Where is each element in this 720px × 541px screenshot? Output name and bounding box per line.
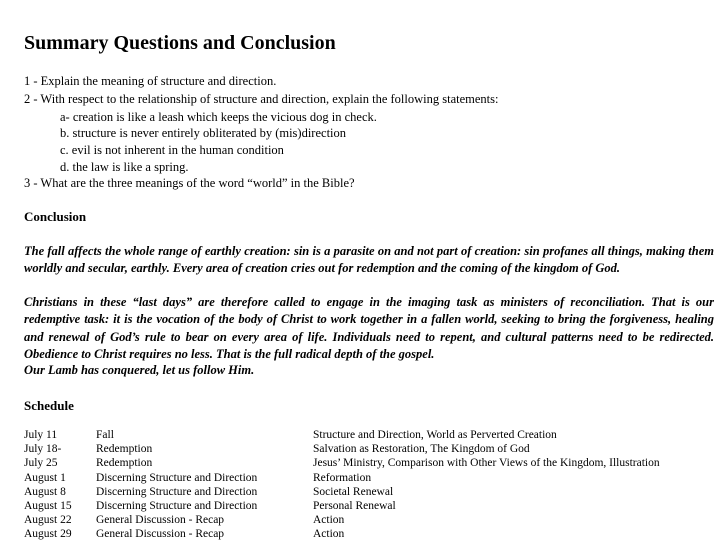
schedule-topic: Fall bbox=[96, 429, 114, 441]
question-3: 3 - What are the three meanings of the word “world” in the Bible? bbox=[24, 176, 355, 190]
conclusion-paragraph-2: Christians in these “last days” are therefore called to engage in the imaging task as ministers of reconciliation. That is our redemptive task: it is the vocation of the body of Christ to work together in a fallen world, seeking to bring the forgiveness, healing and renewal of God’s rule to bear on every area of life. Individuals need to repent, and cultural patterns need to be redirected. Obedience to Christ requires no less. That is the full radical depth of the gospel. bbox=[24, 295, 714, 361]
schedule-detail: Action bbox=[313, 514, 345, 526]
schedule-topic: Redemption bbox=[96, 443, 153, 455]
schedule-detail: Structure and Direction, World as Perverted Creation bbox=[313, 429, 557, 441]
conclusion-heading: Conclusion bbox=[24, 209, 87, 224]
question-2-item-c: c. evil is not inherent in the human condition bbox=[60, 143, 284, 157]
question-2-item-b: b. structure is never entirely obliterated by (mis)direction bbox=[60, 126, 347, 140]
schedule-detail: Reformation bbox=[313, 472, 372, 484]
schedule-date: August 15 bbox=[24, 500, 72, 512]
schedule-heading: Schedule bbox=[24, 398, 74, 413]
schedule-date: July 25 bbox=[24, 457, 58, 469]
schedule-date: August 22 bbox=[24, 514, 72, 526]
schedule-detail: Action bbox=[313, 528, 345, 540]
schedule-topic: Redemption bbox=[96, 457, 153, 469]
schedule-detail: Jesus’ Ministry, Comparison with Other Views of the Kingdom, Illustration bbox=[313, 457, 660, 469]
schedule-date: July 11 bbox=[24, 429, 58, 441]
schedule-date: August 29 bbox=[24, 528, 72, 540]
schedule-date: July 18- bbox=[24, 443, 62, 455]
conclusion-paragraph-3: Our Lamb has conquered, let us follow Him. bbox=[24, 363, 255, 377]
schedule-date: August 8 bbox=[24, 486, 66, 498]
question-2: 2 - With respect to the relationship of structure and direction, explain the following statements: bbox=[24, 92, 499, 106]
question-2-item-a: a- creation is like a leash which keeps the vicious dog in check. bbox=[60, 110, 377, 124]
question-2-item-d: d. the law is like a spring. bbox=[60, 160, 189, 174]
schedule-topic: Discerning Structure and Direction bbox=[96, 472, 258, 484]
schedule-topic: Discerning Structure and Direction bbox=[96, 486, 258, 498]
schedule-detail: Personal Renewal bbox=[313, 500, 396, 512]
schedule-topic: General Discussion - Recap bbox=[96, 514, 225, 526]
schedule-date: August 1 bbox=[24, 472, 66, 484]
conclusion-paragraph-1: The fall affects the whole range of earthly creation: sin is a parasite on and not part of creation: sin profanes all things, making them worldly and secular, earthly. Every area of creation cries out for redemption and the coming of the kingdom of God. bbox=[24, 244, 714, 276]
page-title: Summary Questions and Conclusion bbox=[24, 32, 336, 54]
schedule-detail: Salvation as Restoration, The Kingdom of God bbox=[313, 443, 530, 455]
schedule-detail: Societal Renewal bbox=[313, 486, 394, 498]
question-1: 1 - Explain the meaning of structure and direction. bbox=[24, 74, 277, 88]
schedule-topic: General Discussion - Recap bbox=[96, 528, 225, 540]
schedule-topic: Discerning Structure and Direction bbox=[96, 500, 258, 512]
